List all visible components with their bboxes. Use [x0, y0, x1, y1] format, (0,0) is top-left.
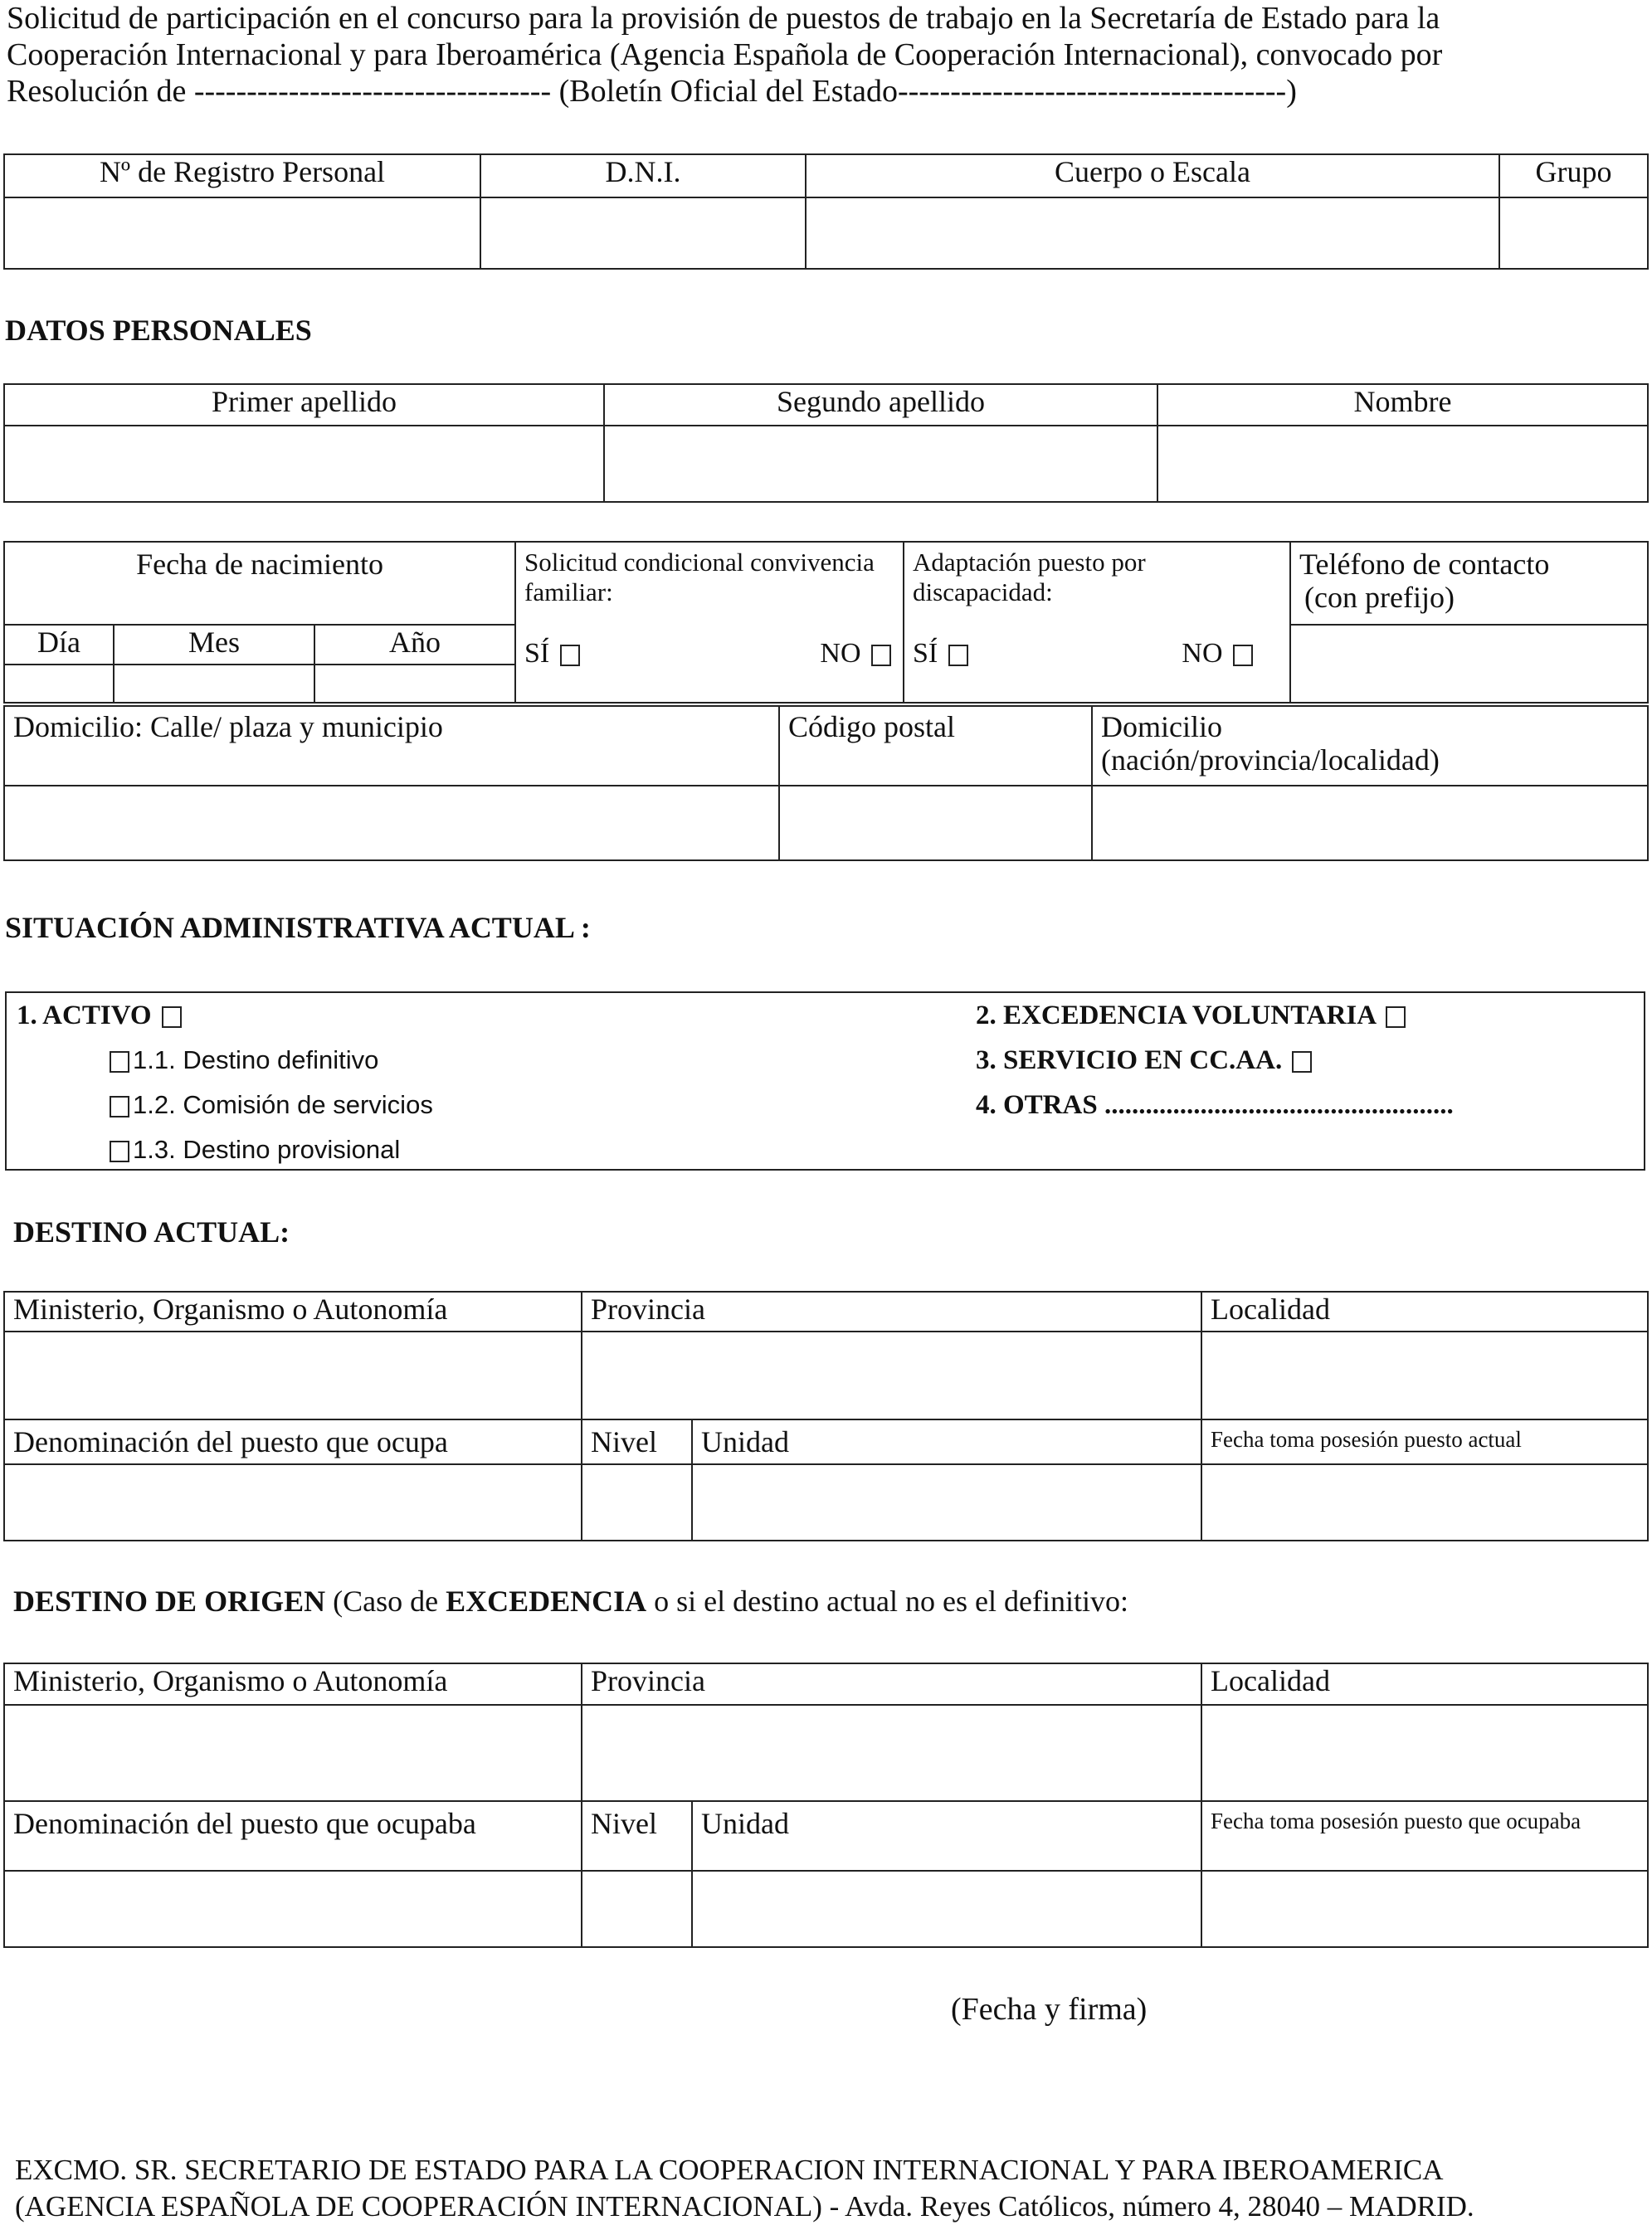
da-denominacion-field[interactable]	[4, 1464, 582, 1541]
activo-checkbox[interactable]	[162, 1006, 182, 1028]
da-fecha-label: Fecha toma posesión puesto actual	[1201, 1419, 1648, 1464]
do-nivel-label: Nivel	[582, 1801, 692, 1871]
destino-actual-table	[3, 1291, 1649, 1541]
grupo-field[interactable]	[1499, 197, 1648, 269]
condicional-cell	[515, 542, 904, 703]
da-unidad-label: Unidad	[692, 1419, 1201, 1464]
destino-definitivo-option[interactable]: 1.1. Destino definitivo	[106, 1044, 378, 1076]
da-provincia-field[interactable]	[582, 1332, 1201, 1419]
da-localidad-field[interactable]	[1201, 1332, 1648, 1419]
segundo-apellido-field[interactable]	[604, 426, 1157, 502]
dia-field[interactable]	[4, 665, 114, 703]
destino-origen-title: DESTINO DE ORIGEN (Caso de EXCEDENCIA o si el destino actual no es el definitivo:	[13, 1585, 1128, 1618]
domicilio-field[interactable]	[4, 786, 779, 860]
codigo-postal-field[interactable]	[779, 786, 1092, 860]
do-denominacion-label: Denominación del puesto que ocupaba	[4, 1801, 582, 1871]
condicional-si[interactable]: SÍ	[524, 639, 583, 669]
dia-header: Día	[4, 625, 114, 665]
destino-origen-table	[3, 1663, 1649, 1948]
discapacidad-no[interactable]: NO	[1182, 639, 1256, 669]
discapacidad-label: Adaptación puesto por discapacidad:	[913, 548, 1146, 606]
domicilio-nacion-line1: Domicilio	[1101, 710, 1222, 743]
telefono-label-cell	[1290, 542, 1648, 625]
do-unidad-label: Unidad	[692, 1801, 1201, 1871]
registro-table	[3, 153, 1649, 270]
domicilio-label: Domicilio: Calle/ plaza y municipio	[4, 706, 779, 786]
cuerpo-header: Cuerpo o Escala	[806, 154, 1499, 197]
primer-apellido-field[interactable]	[4, 426, 604, 502]
do-localidad-field[interactable]	[1201, 1705, 1648, 1801]
domicilio-table	[3, 705, 1649, 861]
telefono-field[interactable]	[1290, 625, 1648, 703]
do-provincia-field[interactable]	[582, 1705, 1201, 1801]
segundo-apellido-header: Segundo apellido	[604, 384, 1157, 426]
da-denominacion-label: Denominación del puesto que ocupa	[4, 1419, 582, 1464]
destino-definitivo-checkbox[interactable]	[110, 1051, 129, 1073]
primer-apellido-header: Primer apellido	[4, 384, 604, 426]
registro-field[interactable]	[4, 197, 480, 269]
servicio-checkbox[interactable]	[1292, 1051, 1312, 1073]
cuerpo-field[interactable]	[806, 197, 1499, 269]
do-nivel-field[interactable]	[582, 1871, 692, 1947]
condicional-si-checkbox[interactable]	[560, 645, 580, 666]
situacion-box	[5, 991, 1645, 1171]
excedencia-option[interactable]: 2. EXCEDENCIA VOLUNTARIA	[976, 1000, 1409, 1031]
telefono-sub: (con prefijo)	[1304, 581, 1455, 614]
da-unidad-field[interactable]	[692, 1464, 1201, 1541]
da-provincia-label: Provincia	[582, 1292, 1201, 1332]
da-localidad-label: Localidad	[1201, 1292, 1648, 1332]
domicilio-nacion-line2: (nación/provincia/localidad)	[1101, 743, 1440, 777]
servicio-option[interactable]: 3. SERVICIO EN CC.AA.	[976, 1044, 1315, 1076]
provisional-option[interactable]: 1.3. Destino provisional	[106, 1134, 400, 1166]
da-ministerio-label: Ministerio, Organismo o Autonomía	[4, 1292, 582, 1332]
domicilio-nacion-field[interactable]	[1092, 786, 1648, 860]
codigo-postal-label: Código postal	[779, 706, 1092, 786]
discapacidad-si[interactable]: SÍ	[913, 639, 972, 669]
anio-field[interactable]	[314, 665, 515, 703]
dni-header: D.N.I.	[480, 154, 806, 197]
fecha-nacimiento-label: Fecha de nacimiento	[4, 542, 515, 625]
do-fecha-field[interactable]	[1201, 1871, 1648, 1947]
anio-header: Año	[314, 625, 515, 665]
intro-paragraph	[7, 0, 1645, 110]
discapacidad-si-checkbox[interactable]	[948, 645, 968, 666]
datos-personales-title: DATOS PERSONALES	[5, 314, 312, 347]
nombre-header: Nombre	[1157, 384, 1648, 426]
mes-field[interactable]	[114, 665, 314, 703]
fecha-firma-label: (Fecha y firma)	[951, 1992, 1148, 2027]
da-fecha-field[interactable]	[1201, 1464, 1648, 1541]
nombre-table	[3, 383, 1649, 503]
da-nivel-field[interactable]	[582, 1464, 692, 1541]
nacimiento-table	[3, 541, 1649, 704]
situacion-title: SITUACIÓN ADMINISTRATIVA ACTUAL :	[5, 911, 591, 944]
condicional-no-checkbox[interactable]	[871, 645, 891, 666]
registro-header: Nº de Registro Personal	[4, 154, 480, 197]
intro-line-3: Resolución de ---------------------------------- (Boletín Oficial del Estado-------------------------------------)	[7, 74, 1297, 109]
otras-option[interactable]: 4. OTRAS ...................................................	[976, 1090, 1454, 1120]
intro-line-1: Solicitud de participación en el concurso para la provisión de puestos de trabajo en la Secretaría de Estado para la	[7, 1, 1440, 36]
grupo-header: Grupo	[1499, 154, 1648, 197]
do-denominacion-field[interactable]	[4, 1871, 582, 1947]
dni-field[interactable]	[480, 197, 806, 269]
condicional-label: Solicitud condicional convivencia familiar:	[524, 548, 875, 606]
discapacidad-no-checkbox[interactable]	[1233, 645, 1253, 666]
da-nivel-label: Nivel	[582, 1419, 692, 1464]
do-fecha-label: Fecha toma posesión puesto que ocupaba	[1201, 1801, 1648, 1871]
destinatario-line-1: EXCMO. SR. SECRETARIO DE ESTADO PARA LA COOPERACION INTERNACIONAL Y PARA IBEROAMERICA	[15, 2154, 1444, 2186]
do-localidad-label: Localidad	[1201, 1663, 1648, 1705]
do-ministerio-label: Ministerio, Organismo o Autonomía	[4, 1663, 582, 1705]
comision-option[interactable]: 1.2. Comisión de servicios	[106, 1089, 433, 1121]
destinatario-line-2: (AGENCIA ESPAÑOLA DE COOPERACIÓN INTERNACIONAL) - Avda. Reyes Católicos, número 4, 28040 – MADRID.	[15, 2190, 1474, 2223]
activo-option[interactable]: 1. ACTIVO	[17, 1000, 185, 1031]
comision-checkbox[interactable]	[110, 1096, 129, 1117]
discapacidad-cell	[904, 542, 1290, 703]
do-ministerio-field[interactable]	[4, 1705, 582, 1801]
do-unidad-field[interactable]	[692, 1871, 1201, 1947]
domicilio-nacion-label-cell	[1092, 706, 1648, 786]
provisional-checkbox[interactable]	[110, 1141, 129, 1162]
destino-actual-title: DESTINO ACTUAL:	[13, 1215, 290, 1249]
mes-header: Mes	[114, 625, 314, 665]
da-ministerio-field[interactable]	[4, 1332, 582, 1419]
intro-line-2: Cooperación Internacional y para Iberoamérica (Agencia Española de Cooperación Internacional), convocado por	[7, 37, 1443, 72]
telefono-label: Teléfono de contacto	[1299, 548, 1550, 581]
excedencia-checkbox[interactable]	[1386, 1006, 1406, 1028]
nombre-field[interactable]	[1157, 426, 1648, 502]
condicional-no[interactable]: NO	[820, 639, 894, 669]
do-provincia-label: Provincia	[582, 1663, 1201, 1705]
